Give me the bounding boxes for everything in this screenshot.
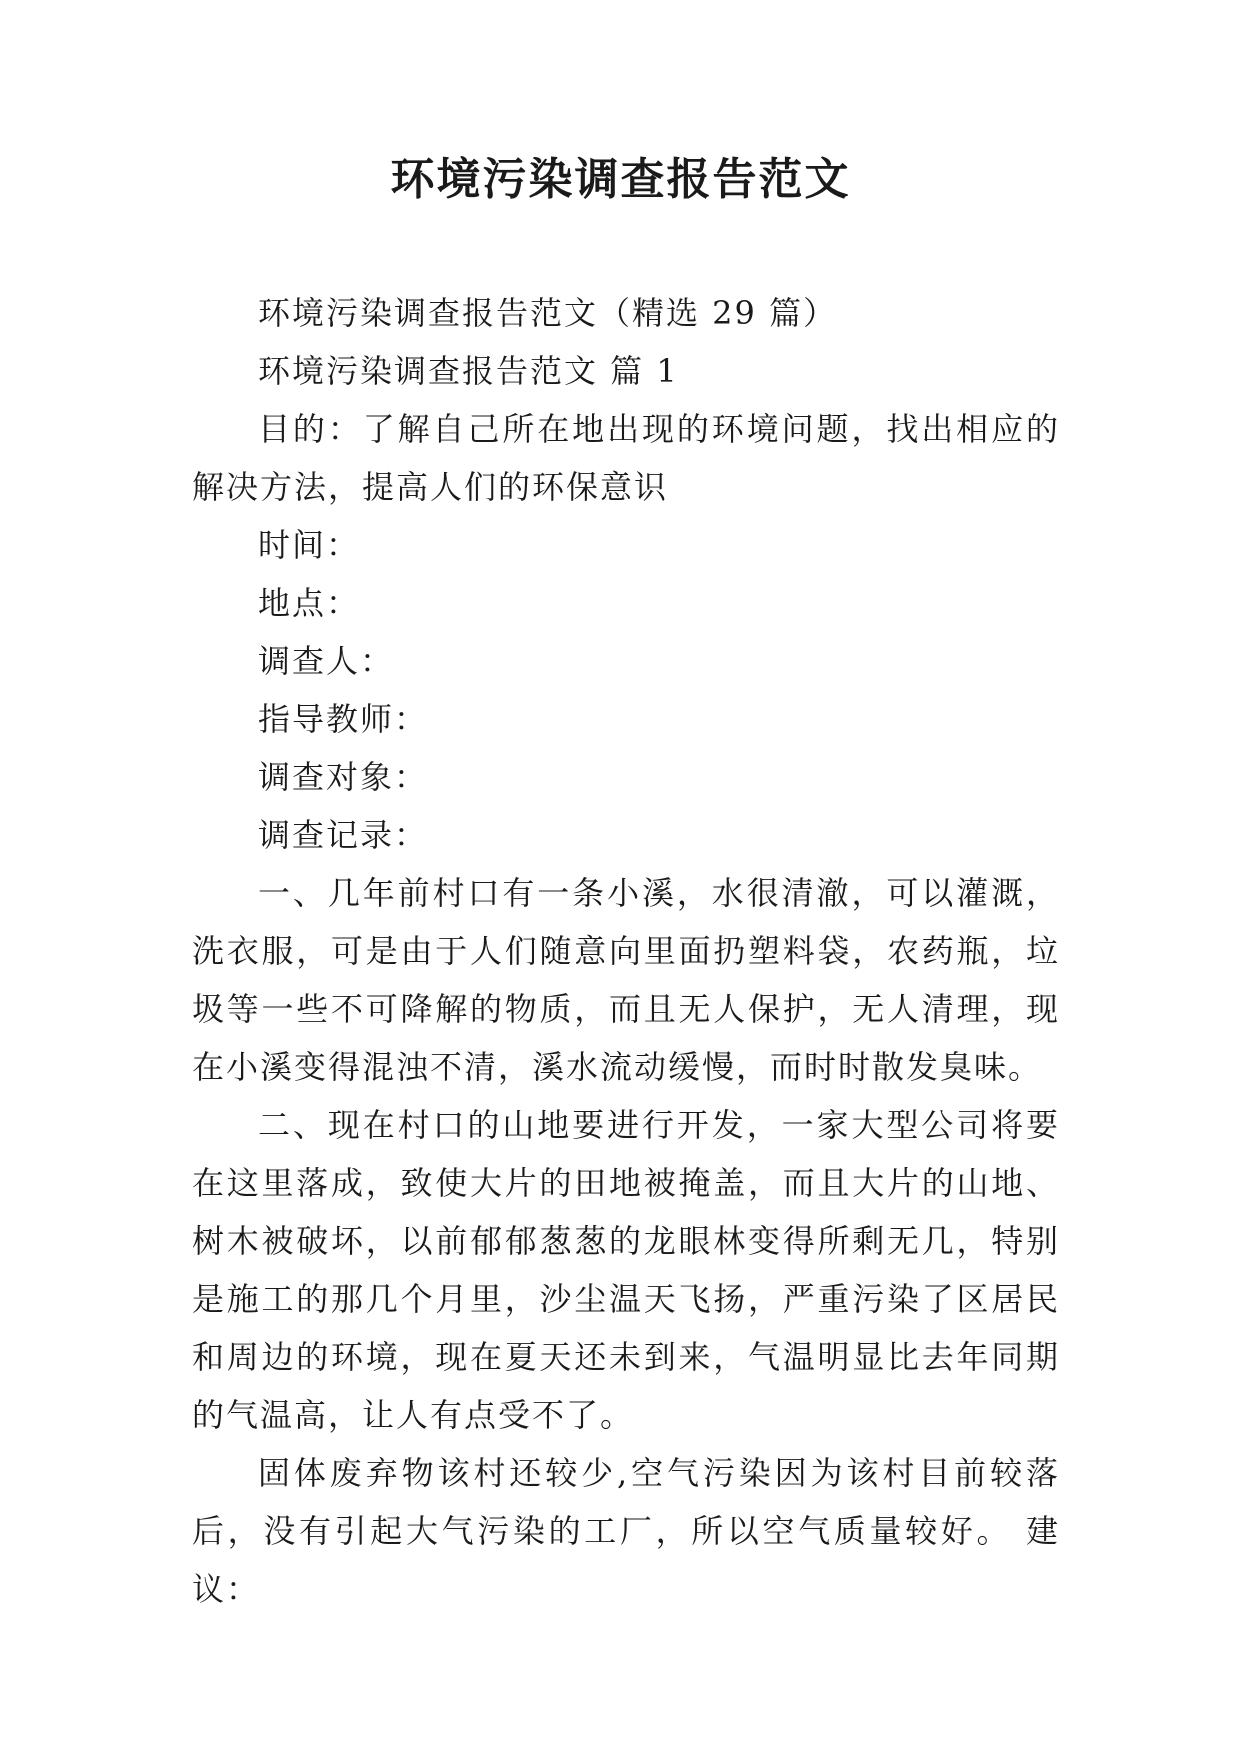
record-item-2: 二、现在村口的山地要进行开发，一家大型公司将要在这里落成，致使大片的田地被掩盖，而且大片的山地、树木被破坏，以前郁郁葱葱的龙眼林变得所剩无几，特别是施工的那几个月里，沙尘温天飞扬，严重污染了区居民和周边的环境，现在夏天还未到来，气温明显比去年同期的气温高，让人有点受不了。 xyxy=(192,1106,1060,1434)
document-body xyxy=(192,284,1060,1618)
document-title: 环境污染调查报告范文 xyxy=(390,154,851,205)
section-heading: 环境污染调查报告范文 篇 1 xyxy=(258,352,679,390)
subtitle-selection: 环境污染调查报告范文（精选 29 篇） xyxy=(258,294,838,332)
location-field: 地点： xyxy=(258,584,361,622)
time-field: 时间： xyxy=(258,526,361,564)
advisor-field: 指导教师： xyxy=(258,700,429,738)
investigator-field: 调查人： xyxy=(258,642,395,680)
record-item-3: 固体废弃物该村还较少,空气污染因为该村目前较落后，没有引起大气污染的工厂，所以空气质量较好。 建议： xyxy=(192,1454,1060,1608)
record-item-1: 一、几年前村口有一条小溪，水很清澈，可以灌溉，洗衣服，可是由于人们随意向里面扔塑料袋，农药瓶，垃圾等一些不可降解的物质，而且无人保护，无人清理，现在小溪变得混浊不清，溪水流动缓慢，而时时散发臭味。 xyxy=(192,874,1060,1086)
record-heading: 调查记录： xyxy=(258,816,429,854)
purpose-paragraph: 目的：了解自己所在地出现的环境问题，找出相应的解决方法，提高人们的环保意识 xyxy=(192,410,1060,506)
subject-field: 调查对象： xyxy=(258,758,429,796)
